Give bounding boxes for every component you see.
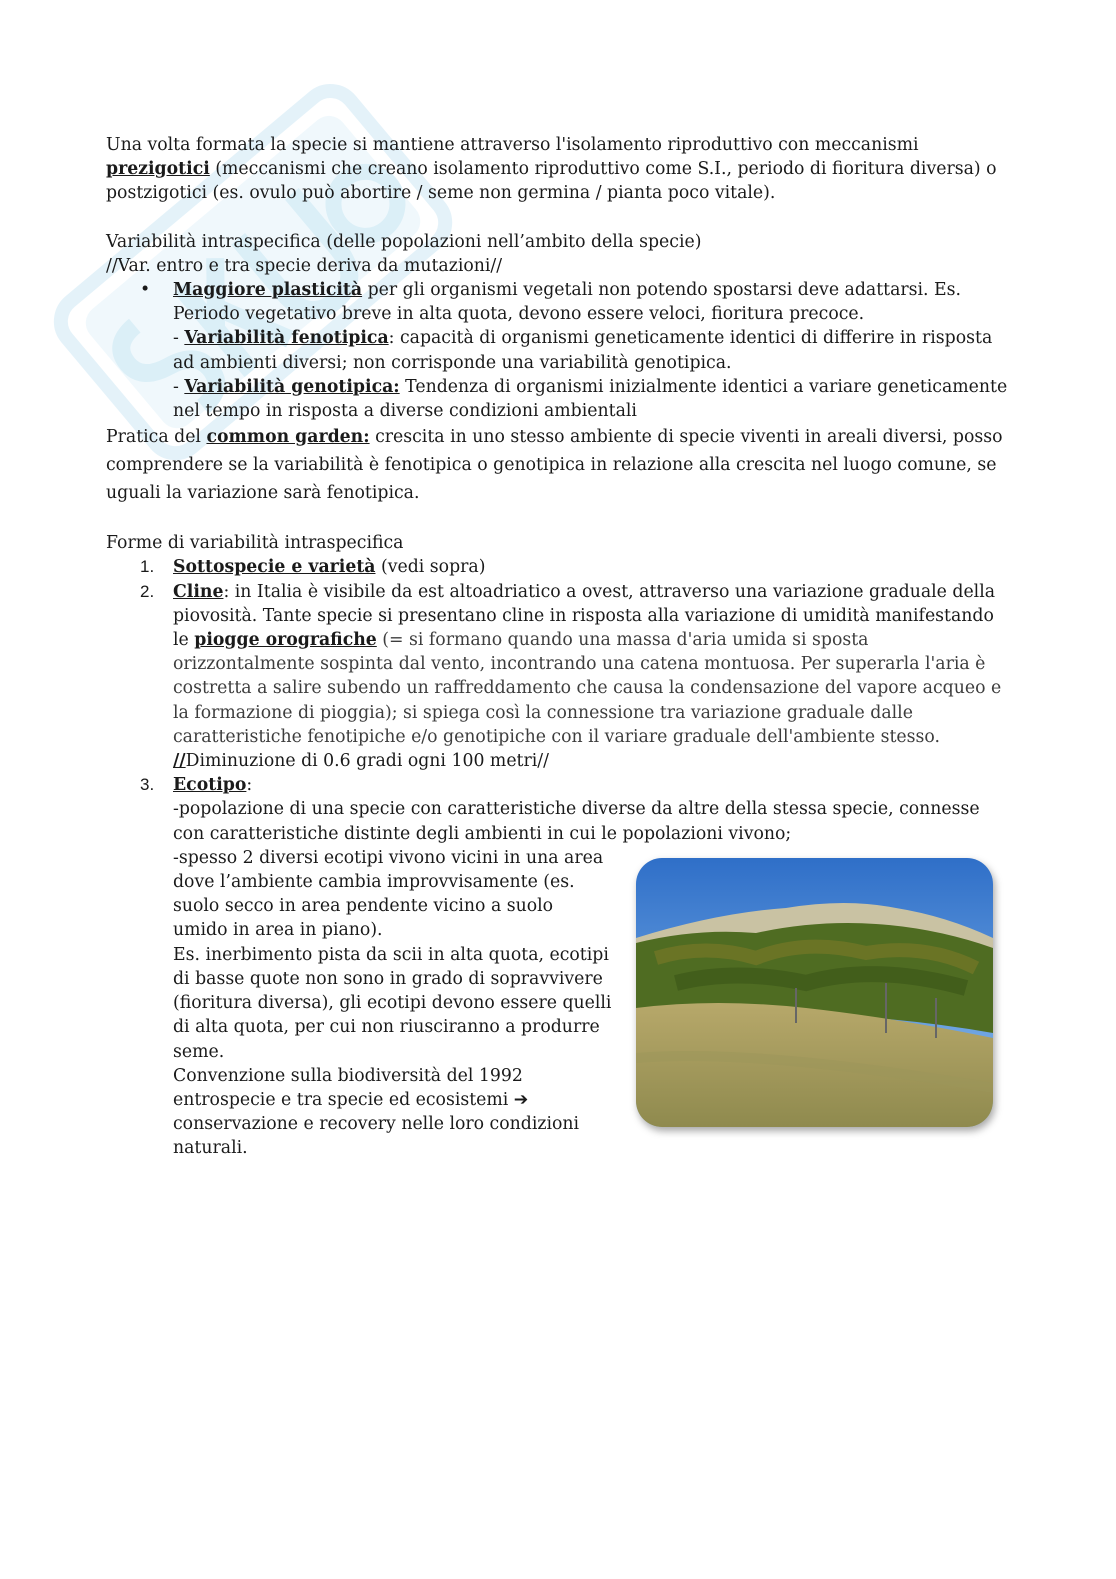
genotypic-text: - Variabilità genotipica: Tendenza di organismi inizialmente identici a variare geneticamente nel tempo in risposta a diverse condizioni ambientali <box>173 376 1008 422</box>
common-garden-paragraph: Pratica del common garden: crescita in uno stesso ambiente di specie viventi in areali diversi, posso comprendere se la variabilità è fenotipica o genotipica in relazione alla crescita nel luogo comune, se uguali la variazione sarà fenotipica. <box>106 427 1003 504</box>
term-prezigotici: prezigotici <box>106 159 210 180</box>
term-piogge-orografiche: piogge orografiche <box>194 630 377 651</box>
ski-slope-image <box>636 858 993 1127</box>
term-plasticity: Maggiore plasticità <box>173 280 363 301</box>
plasticity-bullet <box>106 278 1011 423</box>
list-number: 2. <box>140 581 155 601</box>
arrow-right-icon: ➔ <box>513 1089 529 1110</box>
ecotipo-side-text: -spesso 2 diversi ecotipi vivono vicini in una area dove l’ambiente cambia improvvisamente (es. suolo secco in area pendente vicino a suolo umido in area in piano). Es. inerbimento pista da scii in alta quota, ecotipi di basse quote non sono in grado di sopravvivere (fioritura diversa), gli ecotipi devono essere quelli di alta quota, per cui non riusciranno a produrre seme. Convenzione sulla biodiversità del 1992 entrospecie e tra specie ed ecosistemi ➔ conservazione e recovery nelle loro condizioni naturali. <box>173 847 612 1159</box>
term-phenotypic: Variabilità fenotipica <box>184 328 389 349</box>
term-genotypic: Variabilità genotipica: <box>184 376 400 397</box>
term-common-garden: common garden: <box>206 427 370 448</box>
intro-text-2: (meccanismi che creano isolamento riproduttivo come S.I., periodo di fioritura diversa) o postzigotici (es. ovulo può abortire / seme non germina / pianta poco vitale). <box>106 159 997 204</box>
ski-slope-photo <box>636 858 993 1127</box>
list-number: 3. <box>140 775 155 795</box>
plasticity-text: Maggiore plasticità per gli organismi vegetali non potendo spostarsi deve adattarsi. Es. Periodo vegetativo breve in alta quota, devono essere veloci, fioritura precoce. <box>173 280 962 325</box>
phenotypic-text: - Variabilità fenotipica: capacità di organismi geneticamente identici di differire in risposta ad ambienti diversi; non corrisponde una variabilità genotipica. <box>173 328 993 373</box>
intro-paragraph <box>106 133 1011 206</box>
list-number: 1. <box>140 557 155 577</box>
forme-title: Forme di variabilità intraspecifica <box>106 533 404 554</box>
variab-note: //Var. entro e tra specie deriva da mutazioni// <box>106 255 503 276</box>
cline-note: //Diminuzione di 0.6 gradi ogni 100 metri// <box>173 751 549 772</box>
list-item-ecotipo: 3. Ecotipo: -popolazione di una specie con caratteristiche diverse da altre della stessa specie, connesse con caratteristiche distinte degli ambienti in cui le popolazioni vivono; -spesso 2 diversi ecotipi vivono vicini in una area dove l’ambiente cambia improvvisamente (es. suolo secco in area pendente vicino a suolo umido in area in piano). Es. inerbimento pista da scii in alta quota, ecotipi di basse quote non sono in grado di sopravvivere (fioritura diversa), gli ecotipi devono essere quelli di alta quota, per cui non riusciranno a produrre seme. Convenzione sulla biodiversità del 1992 entrospecie e tra specie ed ecosistemi ➔ conservazione e recovery nelle loro condizioni naturali. <box>106 773 1011 1160</box>
ecotipo-definition: -popolazione di una specie con caratteristiche diverse da altre della stessa specie, connesse con caratteristiche distinte degli ambienti in cui le popolazioni vivono; <box>173 799 980 844</box>
variab-title: Variabilità intraspecifica (delle popolazioni nell’ambito della specie) <box>106 231 702 252</box>
list-item-cline: 2. Cline: in Italia è visibile da est altoadriatico a ovest, attraverso una variazione graduale della piovosità. Tante specie si presentano cline in risposta alla variazione di umidità manifestando le piogge orografiche (= si formano quando una massa d'aria umida si sposta orizzontalmente sospinta dal vento, incontrando una catena montuosa. Per superarla l'aria è costretta a salire subendo un raffreddamento che causa la condensazione del vapore acqueo e la formazione di pioggia); si spiega così la connessione tra variazione graduale dalle caratteristiche fenotipiche e/o genotipiche con il variare graduale dell'ambiente stesso. //Diminuzione di 0.6 gradi ogni 100 metri// <box>106 580 1011 774</box>
bullet-icon: • <box>140 280 151 301</box>
intro-text-1: Una volta formata la specie si mantiene attraverso l'isolamento riproduttivo con meccanismi <box>106 135 919 155</box>
term-ecotipo: Ecotipo <box>173 775 247 796</box>
term-sottospecie: Sottospecie e varietà <box>173 557 376 578</box>
list-item-sottospecie: 1. Sottospecie e varietà (vedi sopra) <box>106 555 1011 579</box>
term-cline: Cline <box>173 581 224 602</box>
